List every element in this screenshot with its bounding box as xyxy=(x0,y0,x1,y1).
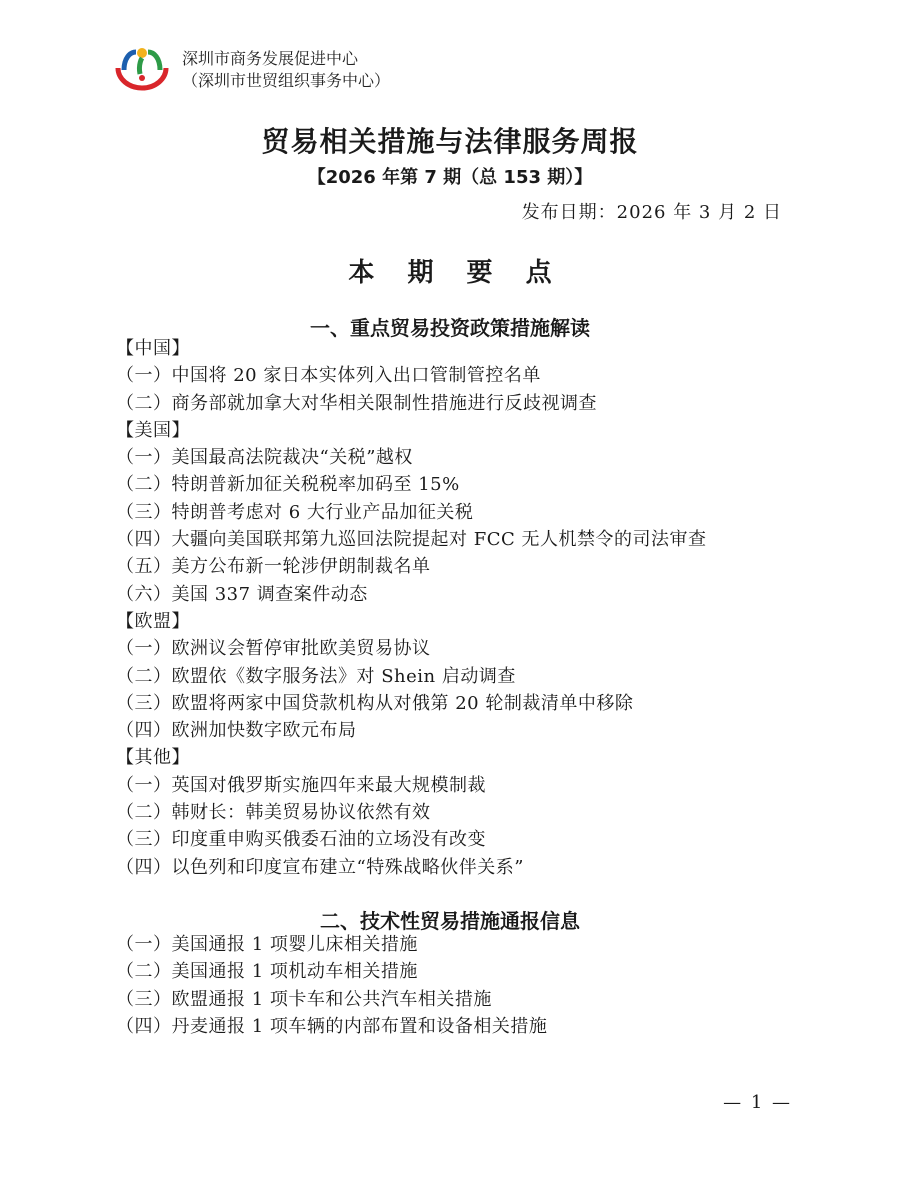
group-label-eu: 【欧盟】 xyxy=(116,610,190,632)
part2-list xyxy=(116,931,547,1040)
list-item: （六）美国 337 调查案件动态 xyxy=(116,583,368,605)
list-item: （一）美国最高法院裁决“关税”越权 xyxy=(116,447,413,469)
list-item: （三）欧盟将两家中国贷款机构从对俄第 20 轮制裁清单中移除 xyxy=(116,692,634,714)
org-name-line2: （深圳市世贸组织事务中心） xyxy=(182,71,391,90)
list-item: （二）美国通报 1 项机动车相关措施 xyxy=(116,961,418,983)
list-item: （四）丹麦通报 1 项车辆的内部布置和设备相关措施 xyxy=(116,1015,548,1037)
group-label-other: 【其他】 xyxy=(116,747,190,769)
list-item: （一）美国通报 1 项婴儿床相关措施 xyxy=(116,934,418,955)
list-item: （二）特朗普新加征关税税率加码至 15% xyxy=(116,474,460,496)
list-item: （一）英国对俄罗斯实施四年来最大规模制裁 xyxy=(116,774,486,796)
group-label-china: 【中国】 xyxy=(116,338,190,359)
page-number: — 1 — xyxy=(723,1092,792,1113)
organization-logo xyxy=(112,44,172,92)
list-item: （四）大疆向美国联邦第九巡回法院提起对 FCC 无人机禁令的司法审查 xyxy=(116,529,707,551)
part2-heading: 二、技术性贸易措施通报信息 xyxy=(320,909,580,933)
list-item: （三）印度重申购买俄委石油的立场没有改变 xyxy=(116,829,486,851)
list-item: （四）欧洲加快数字欧元布局 xyxy=(116,720,357,742)
list-item: （三）欧盟通报 1 项卡车和公共汽车相关措施 xyxy=(116,988,492,1010)
list-item: （四）以色列和印度宣布建立“特殊战略伙伴关系” xyxy=(116,856,524,878)
org-name-line1: 深圳市商务发展促进中心 xyxy=(182,49,359,68)
publish-date: 发布日期：2026 年 3 月 2 日 xyxy=(521,202,782,223)
group-label-usa: 【美国】 xyxy=(116,419,190,441)
document-title: 贸易相关措施与法律服务周报 xyxy=(261,125,639,158)
part1-heading: 一、重点贸易投资政策措施解读 xyxy=(310,316,590,340)
part1-list xyxy=(116,335,706,881)
list-item: （一）中国将 20 家日本实体列入出口管制管控名单 xyxy=(116,365,541,387)
issue-number: 【2026 年第 7 期（总 153 期）】 xyxy=(307,167,593,188)
list-item: （三）特朗普考虑对 6 大行业产品加征关税 xyxy=(116,501,474,523)
list-item: （二）商务部就加拿大对华相关限制性措施进行反歧视调查 xyxy=(116,392,597,414)
list-item: （一）欧洲议会暂停审批欧美贸易协议 xyxy=(116,638,431,660)
list-item: （二）欧盟依《数字服务法》对 Shein 启动调查 xyxy=(116,665,516,687)
list-item: （二）韩财长：韩美贸易协议依然有效 xyxy=(116,802,431,824)
header xyxy=(112,44,512,94)
list-item: （五）美方公布新一轮涉伊朗制裁名单 xyxy=(116,556,431,578)
section-title: 本 期 要 点 xyxy=(348,258,564,288)
organization-name xyxy=(182,48,390,92)
